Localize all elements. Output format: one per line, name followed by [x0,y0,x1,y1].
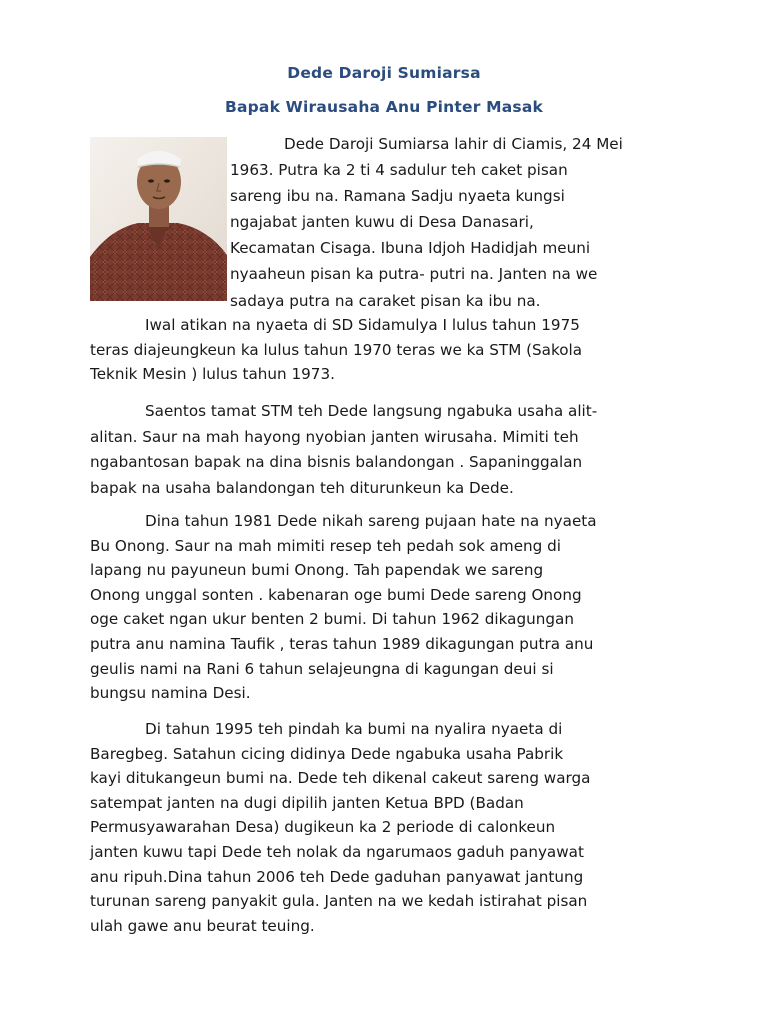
text-line: Saentos tamat STM teh Dede langsung ngabuka usaha alit- [145,402,598,420]
text-line: Iwal atikan na nyaeta di SD Sidamulya I lulus tahun 1975 [145,316,580,334]
intro-paragraph [230,131,680,314]
text-line: Permusyawarahan Desa) dugikeun ka 2 periode di calonkeun [90,818,556,837]
text-line: 1963. Putra ka 2 ti 4 sadulur teh caket pisan [230,161,568,180]
text-line: anu ripuh.Dina tahun 2006 teh Dede gaduhan panyawat jantung [90,867,584,886]
text-line: Di tahun 1995 teh pindah ka bumi na nyalira nyaeta di [145,720,563,738]
text-line: Dede Daroji Sumiarsa lahir di Ciamis, 24 Mei [284,135,623,153]
page-title: Dede Daroji Sumiarsa [287,64,481,82]
text-line: Onong unggal sonten . kabenaran oge bumi Dede sareng Onong [90,585,582,604]
text-line: Dina tahun 1981 Dede nikah sareng pujaan hate na nyaeta [145,512,597,530]
text-line: kayi ditukangeun bumi na. Dede teh dikenal cakeut sareng warga [90,769,591,788]
text-line: Bu Onong. Saur na mah mimiti resep teh pedah sok ameng di [90,536,561,555]
text-line: satempat janten na dugi dipilih janten Ketua BPD (Badan [90,793,524,812]
text-line: geulis nami na Rani 6 tahun selajeungna di kagungan deui si [90,659,554,678]
text-line: janten kuwu tapi Dede teh nolak da ngarumaos gaduh panyawat [90,842,584,861]
text-line: sadaya putra na caraket pisan ka ibu na. [230,291,541,310]
text-line: ulah gawe anu beurat teuing. [90,916,315,935]
text-line: ngabantosan bapak na dina bisnis balandongan . Sapaninggalan [90,453,583,471]
text-line: putra anu namina Taufik , teras tahun 1989 dikagungan putra anu [90,634,594,653]
paragraph-family [90,509,678,706]
paragraph-business [90,399,678,501]
text-line: bungsu namina Desi. [90,684,251,703]
page-subtitle: Bapak Wirausaha Anu Pinter Masak [224,98,544,116]
text-line: sareng ibu na. Ramana Sadju nyaeta kungsi [230,187,565,206]
text-line: Teknik Mesin ) lulus tahun 1973. [90,365,335,383]
text-line: turunan sareng panyakit gula. Janten na we kedah istirahat pisan [90,892,588,911]
text-line: ngajabat janten kuwu di Desa Danasari, [230,213,534,232]
paragraph-later-life [90,717,678,938]
paragraph-education [90,313,678,387]
text-line: Baregbeg. Satahun cicing didinya Dede ngabuka usaha Pabrik [90,744,564,763]
text-line: Kecamatan Cisaga. Ibuna Idjoh Hadidjah meuni [230,239,591,258]
text-line: oge caket ngan ukur benten 2 bumi. Di tahun 1962 dikagungan [90,610,574,629]
text-line: bapak na usaha balandongan teh diturunkeun ka Dede. [90,478,514,497]
text-line: alitan. Saur na mah hayong nyobian janten wirusaha. Mimiti teh [90,427,579,446]
text-line: lapang nu payuneun bumi Onong. Tah papendak we sareng [90,561,544,580]
portrait-photo [90,137,227,301]
text-line: teras diajeungkeun ka lulus tahun 1970 teras we ka STM (Sakola [90,340,583,359]
text-line: nyaaheun pisan ka putra- putri na. Janten na we [230,265,598,284]
